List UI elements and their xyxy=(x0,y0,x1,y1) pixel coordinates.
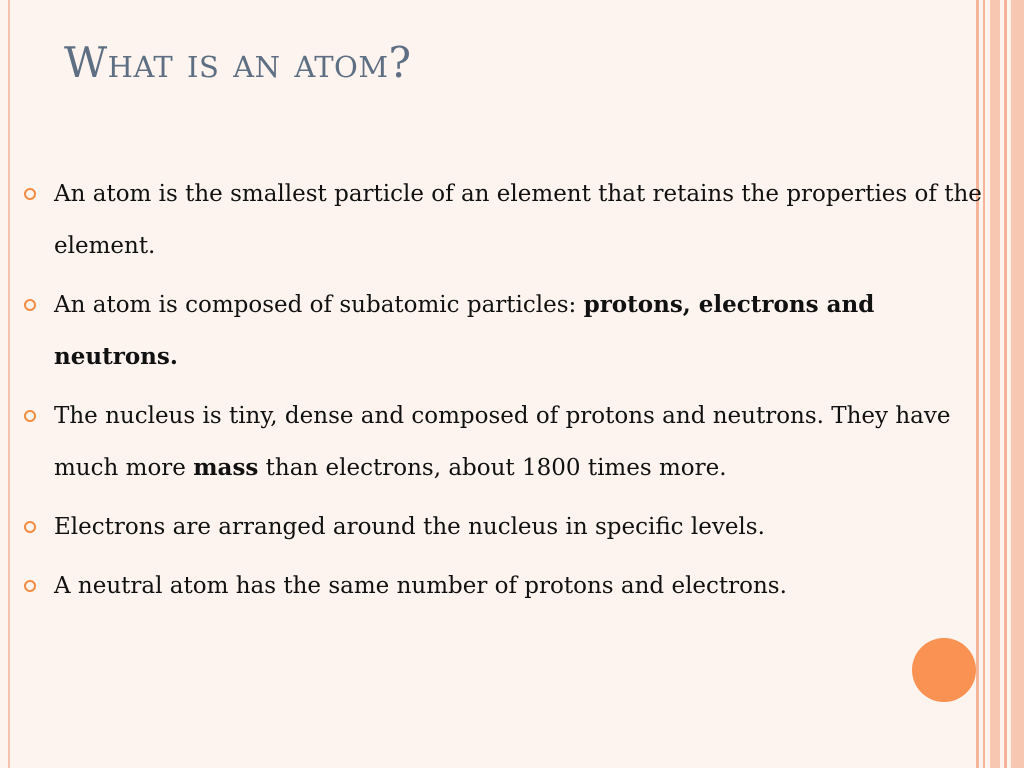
bullet-icon xyxy=(24,580,36,592)
bullet-item-1 xyxy=(20,168,995,272)
bullet-text: The nucleus is tiny, dense and composed of protons and neutrons. They have much more xyxy=(54,403,951,481)
bullet-text: Electrons are arranged around the nucleus in specific levels. xyxy=(54,514,765,540)
bullet-icon xyxy=(24,521,36,533)
bullet-item-3 xyxy=(20,390,995,494)
bullet-item-5 xyxy=(20,560,995,612)
bullet-icon xyxy=(24,410,36,422)
bullet-item-4 xyxy=(20,501,995,553)
stripe-4 xyxy=(1004,0,1007,768)
stripe-5 xyxy=(1011,0,1024,768)
bullet-icon xyxy=(24,299,36,311)
bullet-text: An atom is the smallest particle of an element that retains the properties of the element. xyxy=(54,181,982,259)
bullet-text: A neutral atom has the same number of protons and electrons. xyxy=(54,573,787,599)
bullet-item-2 xyxy=(20,279,995,383)
left-edge-line xyxy=(8,0,10,768)
bullet-icon xyxy=(24,188,36,200)
bullet-bold-text: mass xyxy=(193,454,259,481)
slide-title: What is an atom? xyxy=(64,38,412,87)
bullet-text: An atom is composed of subatomic particles: xyxy=(54,292,584,318)
bullet-list xyxy=(20,168,995,619)
bullet-text-after: than electrons, about 1800 times more. xyxy=(258,455,727,481)
orange-circle-icon xyxy=(912,638,976,702)
bullet-bold-text: protons, electrons and neutrons. xyxy=(54,291,875,370)
